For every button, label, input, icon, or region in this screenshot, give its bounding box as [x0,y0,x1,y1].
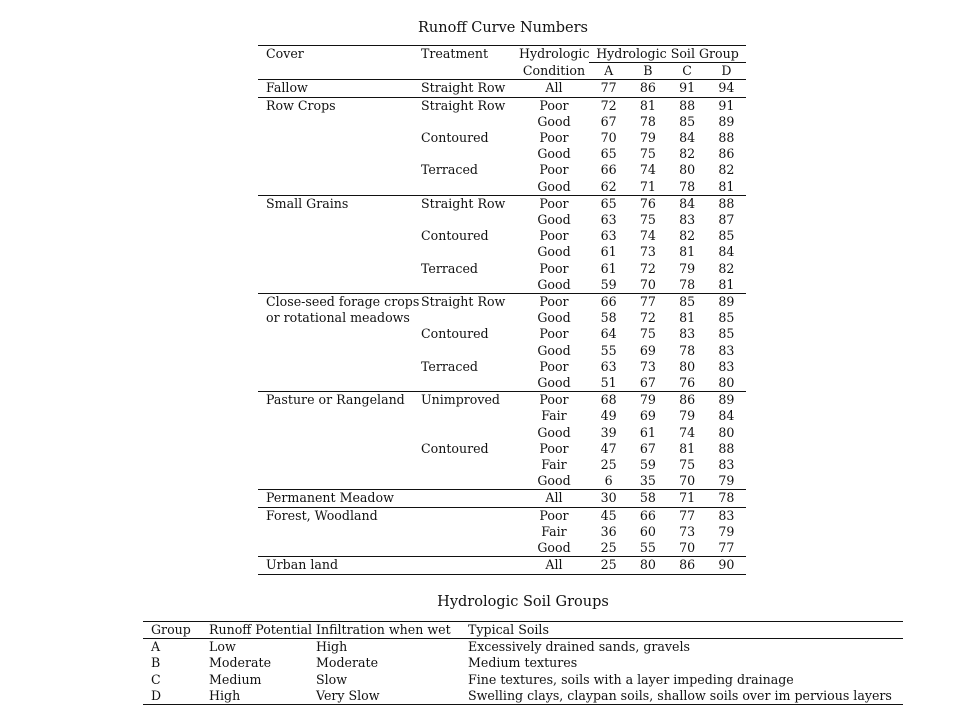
table-row [258,162,746,178]
soil-groups-body [143,639,903,705]
condition-cell: Good [537,310,571,326]
treatment-cell: Terraced [421,162,478,178]
cover-cell [258,408,421,424]
value-cell-c: 83 [679,326,696,342]
condition-cell: Good [537,540,571,556]
header-typical-soils: Typical Soils [460,622,903,639]
table-row [258,195,746,212]
value-cell-a: 70 [600,130,617,146]
value-cell-d: 86 [718,146,735,162]
value-cell-b: 86 [628,80,667,97]
value-cell-d: 81 [718,276,735,292]
condition-cell: Poor [539,228,569,244]
infiltration-cell: Very Slow [308,688,460,705]
header-group-d: D [707,63,746,80]
table-row [258,261,746,277]
value-cell-a: 72 [589,97,628,114]
treatment-cell [421,146,519,162]
condition-cell: All [519,557,589,574]
cover-cell [258,457,421,473]
cover-cell [258,244,421,260]
cover-cell [258,524,421,540]
condition-cell: Poor [539,162,569,178]
value-cell-b: 61 [639,424,656,440]
cover-cell: Row Crops [258,97,421,114]
cover-cell [258,359,421,375]
value-cell-d: 87 [718,212,735,228]
treatment-cell [421,244,519,260]
value-cell-c: 82 [679,146,696,162]
table-row [258,524,746,540]
value-cell-a: 65 [600,146,617,162]
value-cell-b: 79 [628,392,667,409]
value-cell-b: 75 [639,146,656,162]
value-cell-d: 84 [718,244,735,260]
table-row [143,639,903,656]
treatment-cell: Contoured [421,228,489,244]
table-row [258,310,746,326]
value-cell-d: 90 [707,557,746,574]
value-cell-d: 94 [707,80,746,97]
value-cell-a: 63 [600,212,617,228]
value-cell-d: 82 [718,162,735,178]
condition-cell: Poor [519,392,589,409]
value-cell-b: 81 [628,97,667,114]
value-cell-c: 79 [679,408,696,424]
runoff-curve-numbers-table [258,45,746,575]
value-cell-a: 25 [600,540,617,556]
condition-cell: Good [537,342,571,358]
treatment-cell [421,557,519,574]
table-row [258,557,746,574]
condition-cell: Poor [519,507,589,524]
condition-cell: Fair [541,457,567,473]
header-cover: Cover [258,46,421,63]
condition-cell: Good [537,276,571,292]
soil-groups-title: Hydrologic Soil Groups [437,594,609,610]
value-cell-c: 75 [679,457,696,473]
condition-cell: Poor [519,294,589,311]
value-cell-d: 88 [718,130,735,146]
value-cell-a: 62 [600,178,617,194]
treatment-cell: Straight Row [421,97,519,114]
value-cell-c: 76 [679,375,696,391]
value-cell-a: 25 [600,457,617,473]
value-cell-a: 65 [589,195,628,212]
treatment-cell: Contoured [421,440,489,456]
table-row [258,97,746,114]
value-cell-c: 78 [679,342,696,358]
value-cell-b: 78 [639,113,656,129]
cover-cell: Close-seed forage crops [258,294,421,311]
value-cell-b: 55 [639,540,656,556]
header-group: Group [143,622,201,639]
group-cell: D [143,688,201,705]
table-row [258,490,746,507]
runoff-table-body [258,80,746,574]
value-cell-c: 80 [679,358,696,374]
value-cell-d: 88 [707,195,746,212]
value-cell-c: 70 [679,473,696,489]
value-cell-b: 77 [628,294,667,311]
value-cell-d: 79 [718,473,735,489]
treatment-cell [421,490,519,507]
treatment-cell [421,473,519,490]
cover-cell [258,540,421,557]
value-cell-d: 85 [718,310,735,326]
cover-cell: Permanent Meadow [258,490,421,507]
treatment-cell [421,425,519,441]
treatment-cell [421,277,519,294]
value-cell-c: 82 [679,228,696,244]
table-row [258,277,746,294]
value-cell-b: 71 [639,178,656,194]
value-cell-b: 69 [639,408,656,424]
typical-soils-cell: Fine textures, soils with a layer impeding drainage [468,671,794,687]
treatment-cell [421,507,519,524]
table-row [258,130,746,146]
condition-cell: Good [537,212,571,228]
cover-cell [258,261,421,277]
value-cell-d: 78 [707,490,746,507]
condition-cell: Poor [539,440,569,456]
value-cell-b: 35 [639,473,656,489]
value-cell-b: 75 [639,212,656,228]
value-cell-c: 83 [679,212,696,228]
condition-cell: Good [537,473,571,489]
treatment-cell [421,540,519,557]
treatment-cell [421,179,519,196]
table-row [258,80,746,97]
value-cell-d: 89 [718,113,735,129]
runoff-potential-cell: High [201,688,308,705]
value-cell-b: 66 [628,507,667,524]
infiltration-cell: High [316,639,348,655]
cover-cell [258,375,421,392]
value-cell-b: 67 [639,440,656,456]
value-cell-b: 74 [639,228,656,244]
value-cell-d: 80 [718,375,735,391]
header-treatment: Treatment [421,46,519,63]
runoff-table-title: Runoff Curve Numbers [418,20,588,36]
cover-cell [258,130,421,146]
value-cell-c: 84 [679,130,696,146]
value-cell-a: 45 [589,507,628,524]
table-row [258,326,746,342]
value-cell-d: 91 [707,97,746,114]
header-group-a: A [589,63,628,80]
value-cell-a: 55 [600,342,617,358]
treatment-cell: Contoured [421,326,489,342]
condition-cell: Fair [541,523,567,539]
condition-cell: All [519,80,589,97]
condition-cell: Poor [539,326,569,342]
value-cell-c: 86 [668,557,707,574]
table-row [258,408,746,424]
infiltration-cell: Slow [316,671,348,687]
condition-cell: Poor [539,260,569,276]
header-group-b: B [628,63,667,80]
value-cell-b: 59 [639,457,656,473]
treatment-cell: Terraced [421,260,478,276]
table-row [258,441,746,457]
value-cell-a: 68 [589,392,628,409]
value-cell-a: 66 [589,294,628,311]
value-cell-c: 85 [668,294,707,311]
cover-cell [258,343,421,359]
value-cell-a: 25 [589,557,628,574]
value-cell-b: 74 [639,162,656,178]
value-cell-a: 51 [600,375,617,391]
value-cell-b: 67 [639,375,656,391]
header-soil-group: Hydrologic Soil Group [589,46,746,63]
value-cell-d: 89 [707,294,746,311]
cover-cell [258,146,421,162]
infiltration-cell: Moderate [316,655,379,671]
value-cell-a: 36 [600,523,617,539]
value-cell-d: 77 [718,540,735,556]
cover-cell [258,441,421,457]
treatment-cell [421,375,519,392]
value-cell-a: 47 [600,440,617,456]
value-cell-c: 86 [668,392,707,409]
treatment-cell: Contoured [421,130,489,146]
typical-soils-cell: Medium textures [468,655,578,671]
value-cell-c: 79 [679,260,696,276]
group-cell: B [151,655,161,671]
value-cell-a: 30 [589,490,628,507]
value-cell-a: 61 [600,260,617,276]
cover-cell [258,179,421,196]
condition-cell: Poor [519,97,589,114]
value-cell-c: 81 [679,244,696,260]
value-cell-d: 82 [718,260,735,276]
value-cell-d: 84 [718,408,735,424]
table-row [258,375,746,392]
table-row [258,244,746,260]
typical-soils-cell: Excessively drained sands, gravels [468,639,690,655]
value-cell-c: 77 [668,507,707,524]
cover-cell: Small Grains [258,195,421,212]
value-cell-d: 89 [707,392,746,409]
treatment-cell [421,524,519,540]
value-cell-a: 58 [600,310,617,326]
header-hydrologic: Hydrologic [519,46,590,61]
treatment-cell [421,457,519,473]
table-row [258,540,746,557]
header-infiltration: Infiltration when wet [308,622,460,639]
value-cell-c: 78 [679,276,696,292]
value-cell-b: 70 [639,276,656,292]
table-row [143,672,903,688]
cover-cell: Forest, Woodland [258,507,421,524]
value-cell-d: 81 [718,178,735,194]
table-row [258,228,746,244]
value-cell-b: 69 [639,342,656,358]
value-cell-a: 61 [600,244,617,260]
cover-cell [258,212,421,228]
condition-cell: Poor [539,130,569,146]
cover-cell [258,228,421,244]
value-cell-c: 73 [679,523,696,539]
value-cell-d: 83 [707,507,746,524]
value-cell-a: 64 [600,326,617,342]
value-cell-c: 74 [679,424,696,440]
cover-cell [258,425,421,441]
value-cell-c: 71 [668,490,707,507]
value-cell-b: 80 [628,557,667,574]
value-cell-a: 39 [600,424,617,440]
value-cell-d: 85 [718,326,735,342]
condition-cell: Poor [539,358,569,374]
treatment-cell [421,310,519,326]
value-cell-b: 76 [628,195,667,212]
value-cell-b: 79 [639,130,656,146]
value-cell-d: 83 [718,342,735,358]
runoff-potential-cell: Moderate [209,655,272,671]
header-condition: Condition [519,63,589,80]
value-cell-d: 80 [718,424,735,440]
runoff-potential-cell: Low [209,639,236,655]
treatment-cell [421,212,519,228]
value-cell-b: 60 [639,523,656,539]
cover-cell [258,326,421,342]
condition-cell: Good [537,146,571,162]
value-cell-b: 72 [639,310,656,326]
condition-cell: Good [537,113,571,129]
cover-cell [258,162,421,178]
value-cell-a: 49 [600,408,617,424]
typical-soils-cell: Swelling clays, claypan soils, shallow soils over im pervious layers [460,688,903,705]
hydrologic-soil-groups-table [143,621,903,705]
table-row [143,688,903,705]
treatment-cell [421,114,519,130]
table-row [258,457,746,473]
value-cell-c: 78 [679,178,696,194]
condition-cell: Good [537,244,571,260]
value-cell-c: 81 [679,440,696,456]
value-cell-a: 59 [600,276,617,292]
value-cell-c: 91 [668,80,707,97]
table-row [258,179,746,196]
cover-cell [258,473,421,490]
cover-cell [258,277,421,294]
treatment-cell: Terraced [421,358,478,374]
value-cell-d: 83 [718,457,735,473]
treatment-cell: Straight Row [421,195,519,212]
value-cell-b: 58 [628,490,667,507]
value-cell-a: 67 [600,113,617,129]
treatment-cell [421,408,519,424]
treatment-cell: Straight Row [421,294,519,311]
value-cell-c: 85 [679,113,696,129]
treatment-cell [421,343,519,359]
condition-cell: Good [537,375,571,391]
value-cell-c: 84 [668,195,707,212]
table-row [258,359,746,375]
cover-cell: Fallow [258,80,421,97]
table-row [143,655,903,671]
value-cell-d: 79 [718,523,735,539]
header-group-c: C [668,63,707,80]
table-row [258,473,746,490]
value-cell-d: 85 [718,228,735,244]
cover-cell: or rotational meadows [266,310,410,326]
value-cell-c: 81 [679,310,696,326]
condition-cell: Good [537,178,571,194]
table-row [258,343,746,359]
group-cell: C [151,671,161,687]
value-cell-d: 83 [718,358,735,374]
condition-cell: Good [537,424,571,440]
table-row [258,146,746,162]
table-row [258,425,746,441]
value-cell-b: 73 [639,358,656,374]
value-cell-a: 6 [604,473,613,489]
table-row [258,392,746,409]
value-cell-c: 70 [679,540,696,556]
group-cell: A [151,639,161,655]
table-row [258,507,746,524]
value-cell-d: 88 [718,440,735,456]
treatment-cell: Straight Row [421,80,519,97]
condition-cell: Poor [519,195,589,212]
value-cell-c: 80 [679,162,696,178]
treatment-cell: Unimproved [421,392,519,409]
cover-cell [258,114,421,130]
header-runoff-potential: Runoff Potential [201,622,308,639]
value-cell-a: 66 [600,162,617,178]
condition-cell: All [519,490,589,507]
runoff-potential-cell: Medium [209,671,262,687]
table-row [258,114,746,130]
cover-cell: Pasture or Rangeland [258,392,421,409]
value-cell-c: 88 [668,97,707,114]
value-cell-b: 72 [639,260,656,276]
table-row [258,212,746,228]
condition-cell: Fair [541,408,567,424]
value-cell-a: 63 [600,228,617,244]
value-cell-b: 75 [639,326,656,342]
value-cell-b: 73 [639,244,656,260]
value-cell-a: 77 [589,80,628,97]
table-row [258,294,746,311]
cover-cell: Urban land [258,557,421,574]
value-cell-a: 63 [600,358,617,374]
